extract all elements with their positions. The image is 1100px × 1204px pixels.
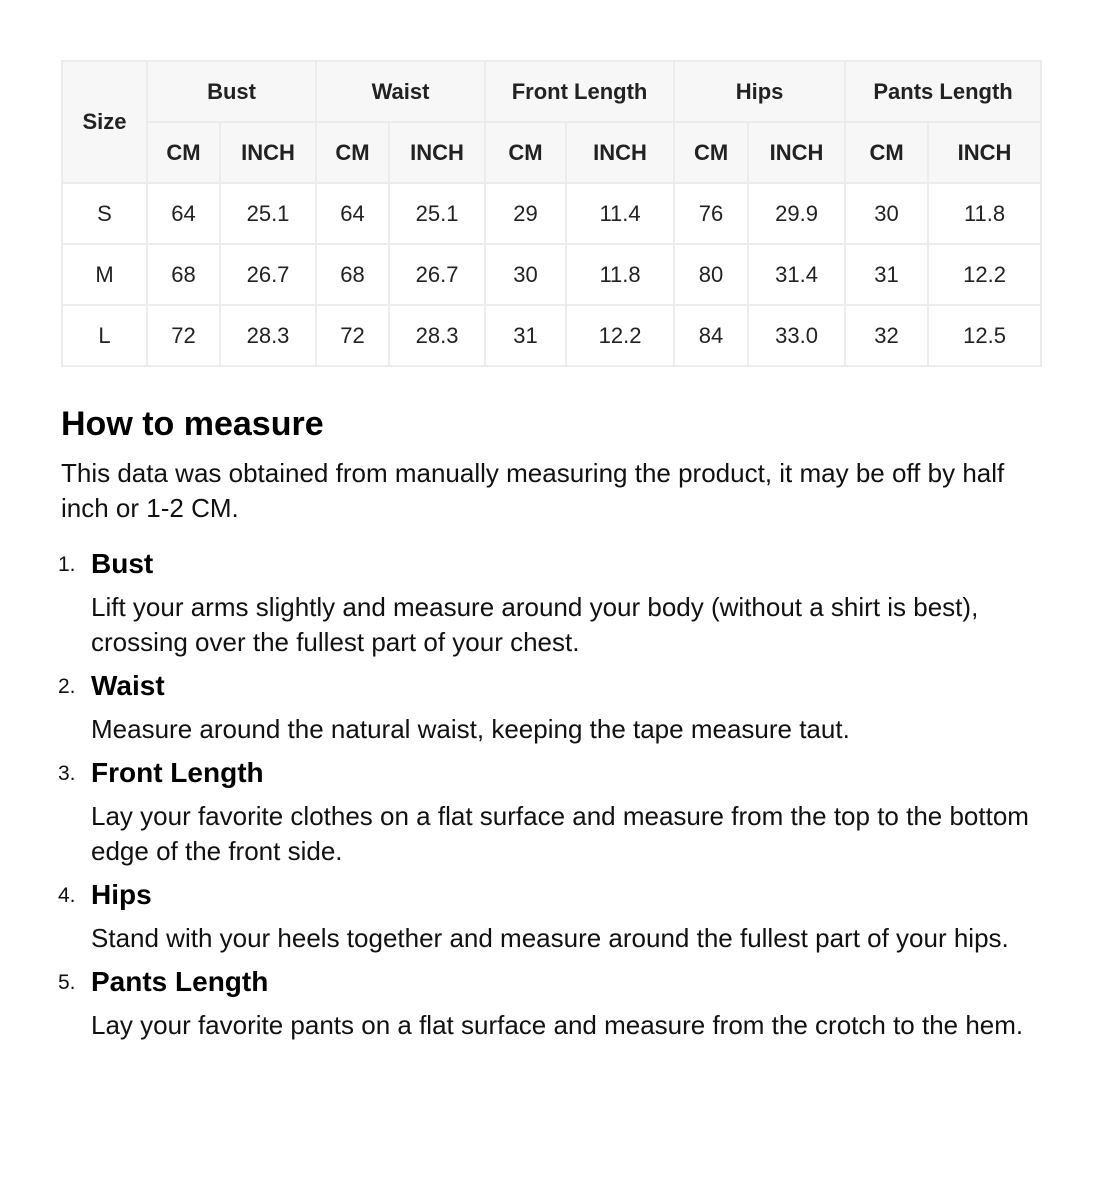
unit-header-inch: INCH bbox=[748, 122, 845, 183]
step-number: 4. bbox=[58, 884, 76, 907]
step-title: Hips bbox=[91, 879, 152, 910]
step-description: Lay your favorite pants on a flat surface and measure from the crotch to the hem. bbox=[91, 1010, 1024, 1040]
unit-header-inch: INCH bbox=[389, 122, 485, 183]
step-number: 2. bbox=[58, 675, 76, 698]
list-item bbox=[58, 755, 1039, 869]
waist-cm-cell: 68 bbox=[316, 244, 389, 305]
table-row-l bbox=[62, 305, 1041, 366]
hips-inch-cell: 31.4 bbox=[748, 244, 845, 305]
size-cell: M bbox=[62, 244, 147, 305]
unit-header-cm: CM bbox=[485, 122, 566, 183]
front-length-cm-cell: 29 bbox=[485, 183, 566, 244]
front-length-cm-cell: 30 bbox=[485, 244, 566, 305]
waist-group-header: Waist bbox=[316, 61, 485, 122]
hips-group-header: Hips bbox=[674, 61, 845, 122]
waist-cm-cell: 72 bbox=[316, 305, 389, 366]
unit-header-cm: CM bbox=[845, 122, 928, 183]
how-to-measure-title: How to measure bbox=[61, 405, 324, 443]
front-length-inch-cell: 12.2 bbox=[566, 305, 674, 366]
step-title: Pants Length bbox=[91, 966, 269, 997]
unit-header-cm: CM bbox=[316, 122, 389, 183]
hips-cm-cell: 80 bbox=[674, 244, 748, 305]
front-length-group-header: Front Length bbox=[485, 61, 674, 122]
measure-steps-list bbox=[58, 546, 1039, 1043]
front-length-cm-cell: 31 bbox=[485, 305, 566, 366]
pants-length-cm-cell: 31 bbox=[845, 244, 928, 305]
bust-inch-cell: 28.3 bbox=[220, 305, 316, 366]
hips-cm-cell: 76 bbox=[674, 183, 748, 244]
table-row-m bbox=[62, 244, 1041, 305]
pants-length-inch-cell: 12.2 bbox=[928, 244, 1041, 305]
bust-cm-cell: 64 bbox=[147, 183, 220, 244]
table-header-row-groups bbox=[62, 61, 1041, 122]
step-title: Front Length bbox=[91, 757, 264, 788]
list-item bbox=[58, 964, 1039, 1043]
front-length-inch-cell: 11.4 bbox=[566, 183, 674, 244]
pants-length-cm-cell: 32 bbox=[845, 305, 928, 366]
step-description: Stand with your heels together and measure around the fullest part of your hips. bbox=[91, 923, 1009, 953]
pants-length-inch-cell: 12.5 bbox=[928, 305, 1041, 366]
bust-group-header: Bust bbox=[147, 61, 316, 122]
step-description: Lay your favorite clothes on a flat surface and measure from the top to the bottom edge of the front side. bbox=[91, 801, 1029, 866]
pants-length-group-header: Pants Length bbox=[845, 61, 1041, 122]
step-number: 3. bbox=[58, 762, 76, 785]
front-length-inch-cell: 11.8 bbox=[566, 244, 674, 305]
measure-intro-text: This data was obtained from manually measuring the product, it may be off by half inch or 1-2 CM. bbox=[61, 458, 1005, 523]
unit-header-inch: INCH bbox=[220, 122, 316, 183]
list-item bbox=[58, 546, 1039, 660]
waist-inch-cell: 26.7 bbox=[389, 244, 485, 305]
pants-length-inch-cell: 11.8 bbox=[928, 183, 1041, 244]
unit-header-cm: CM bbox=[147, 122, 220, 183]
step-description: Lift your arms slightly and measure around your body (without a shirt is best), crossing over the fullest part of your chest. bbox=[91, 592, 979, 657]
bust-inch-cell: 26.7 bbox=[220, 244, 316, 305]
bust-inch-cell: 25.1 bbox=[220, 183, 316, 244]
size-chart-table bbox=[61, 60, 1042, 367]
size-cell: L bbox=[62, 305, 147, 366]
hips-inch-cell: 29.9 bbox=[748, 183, 845, 244]
table-header-row-units bbox=[62, 122, 1041, 183]
waist-inch-cell: 28.3 bbox=[389, 305, 485, 366]
unit-header-inch: INCH bbox=[566, 122, 674, 183]
list-item bbox=[58, 668, 1039, 747]
table-row-s bbox=[62, 183, 1041, 244]
list-item bbox=[58, 877, 1039, 956]
waist-cm-cell: 64 bbox=[316, 183, 389, 244]
pants-length-cm-cell: 30 bbox=[845, 183, 928, 244]
step-number: 1. bbox=[58, 553, 76, 576]
bust-cm-cell: 72 bbox=[147, 305, 220, 366]
hips-cm-cell: 84 bbox=[674, 305, 748, 366]
size-cell: S bbox=[62, 183, 147, 244]
step-description: Measure around the natural waist, keeping the tape measure taut. bbox=[91, 714, 850, 744]
unit-header-inch: INCH bbox=[928, 122, 1041, 183]
bust-cm-cell: 68 bbox=[147, 244, 220, 305]
unit-header-cm: CM bbox=[674, 122, 748, 183]
step-title: Waist bbox=[91, 670, 165, 701]
size-column-header: Size bbox=[62, 61, 147, 183]
step-title: Bust bbox=[91, 548, 154, 579]
waist-inch-cell: 25.1 bbox=[389, 183, 485, 244]
step-number: 5. bbox=[58, 971, 76, 994]
hips-inch-cell: 33.0 bbox=[748, 305, 845, 366]
